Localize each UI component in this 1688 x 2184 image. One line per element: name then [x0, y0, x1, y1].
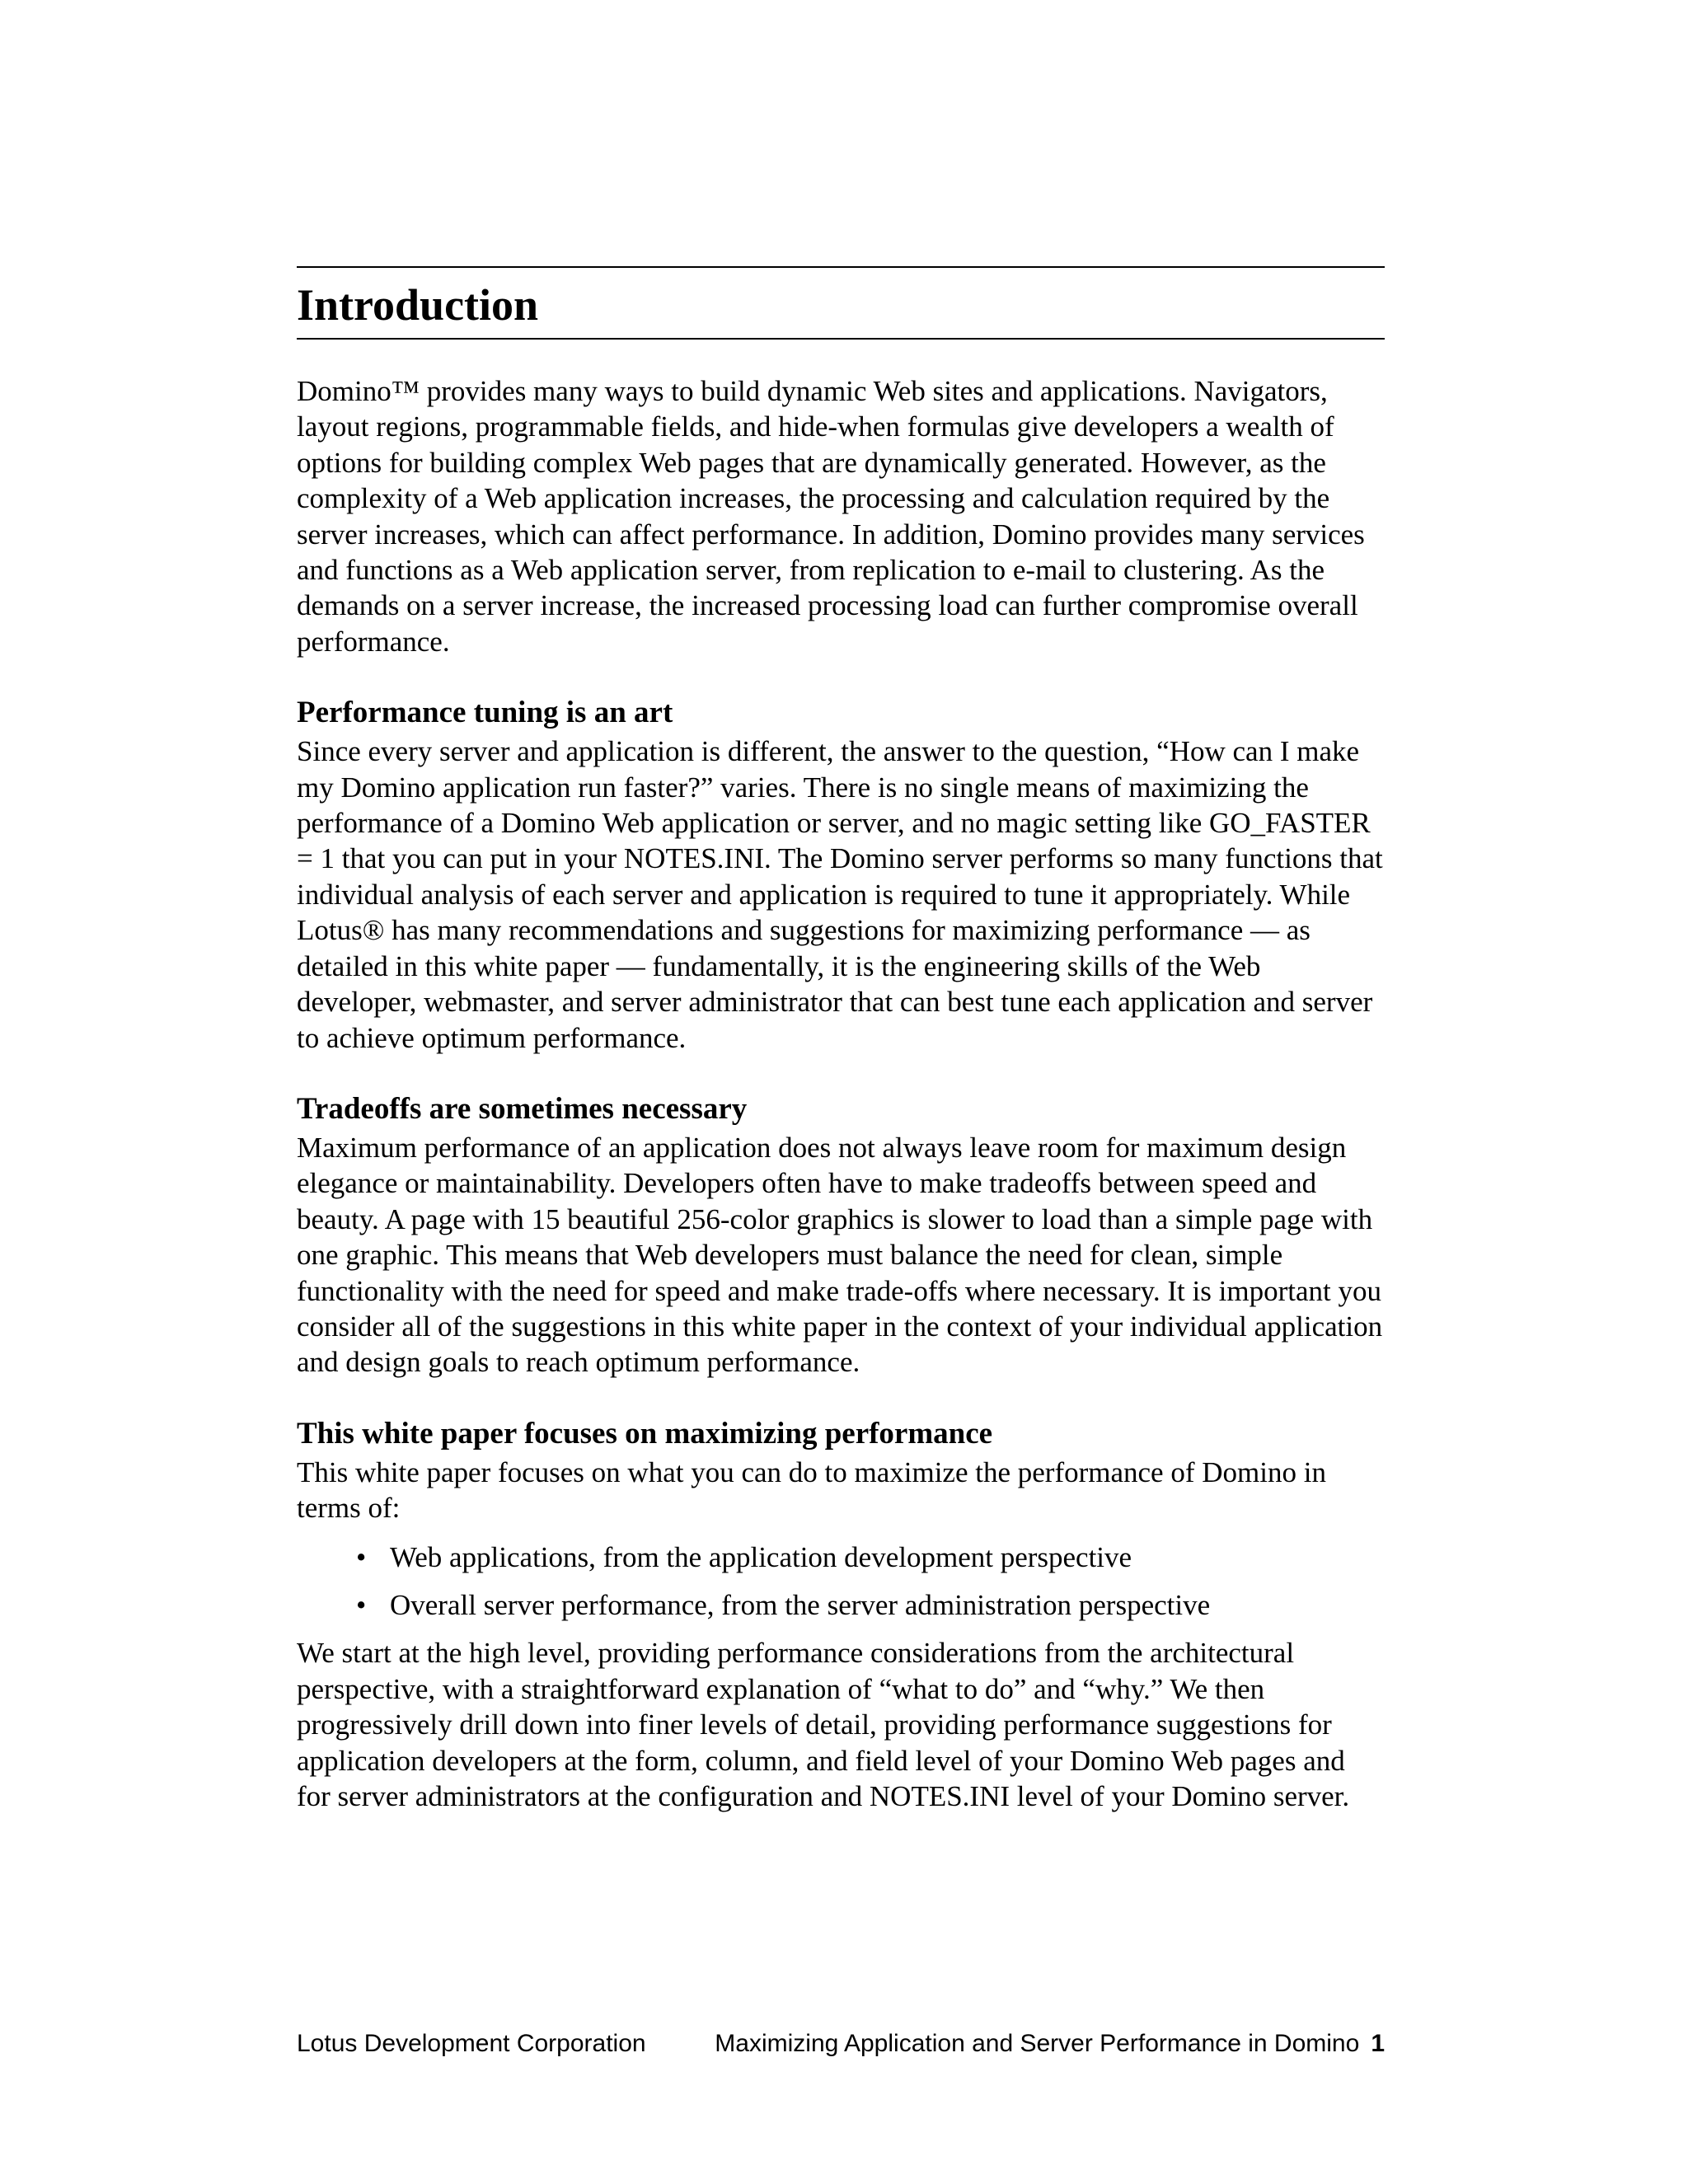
- section-heading-focus: This white paper focuses on maximizing performance: [297, 1416, 993, 1451]
- list-item-text: Overall server performance, from the server administration perspective: [390, 1588, 1211, 1621]
- list-item: [297, 1587, 1385, 1623]
- list-item: [297, 1540, 1385, 1575]
- bullet-icon: •: [356, 1588, 367, 1621]
- section-heading-performance-tuning: Performance tuning is an art: [297, 696, 673, 730]
- list-item-text: Web applications, from the application development perspective: [390, 1540, 1132, 1573]
- section-paragraph-performance-tuning: Since every server and application is different, the answer to the question, “How can I make my Domino application run faster?” varies. There is no single means of maximizing the performance of a Domino Web application or server, and no magic setting like GO_FASTER = 1 that you can put in your NOTES.INI. The Domino server performs so many functions that individual analysis of each server and application is required to tune it appropriately. While Lotus® has many recommendations and suggestions for maximizing performance — as detailed in this white paper — fundamentally, it is the engineering skills of the Web developer, webmaster, and server administrator that can best tune each application and server to achieve optimum performance.: [297, 735, 1383, 1054]
- closing-paragraph: We start at the high level, providing performance considerations from the architectural perspective, with a straightforward explanation of “what to do” and “why.” We then progressively drill down into finer levels of detail, providing performance suggestions for application developers at the form, column, and field level of your Domino Web pages and for server administrators at the configuration and NOTES.INI level of your Domino server.: [297, 1637, 1350, 1812]
- intro-paragraph: Domino™ provides many ways to build dynamic Web sites and applications. Navigators, layout regions, programmable fields, and hide-when formulas give developers a wealth of options for building complex Web pages that are dynamically generated. However, as the complexity of a Web application increases, the processing and calculation required by the server increases, which can affect performance. In addition, Domino provides many services and functions as a Web application server, from replication to e-mail to clustering. As the demands on a server increase, the increased processing load can further compromise overall performance.: [297, 375, 1365, 658]
- document-page: [297, 0, 1385, 2184]
- focus-bullet-list: [297, 1540, 1385, 1624]
- title-top-rule: [297, 266, 1385, 268]
- footer-company: Lotus Development Corporation: [297, 2030, 646, 2057]
- section-paragraph-tradeoffs: Maximum performance of an application does not always leave room for maximum design elegance or maintainability. Developers often have to make tradeoffs between speed and beauty. A page with 15 beautiful 256-color graphics is slower to load than a simple page with one graphic. This means that Web developers must balance the need for clean, simple functionality with the need for speed and make trade-offs where necessary. It is important you consider all of the suggestions in this white paper in the context of your individual application and design goals to reach optimum performance.: [297, 1131, 1383, 1379]
- bullet-icon: •: [356, 1540, 367, 1573]
- title-bottom-rule: [297, 338, 1385, 340]
- document-body: [297, 373, 1385, 1814]
- section-heading-tradeoffs: Tradeoffs are sometimes necessary: [297, 1091, 748, 1126]
- footer-document-title: Maximizing Application and Server Performance in Domino: [715, 2030, 1360, 2057]
- footer-right: [715, 2027, 1385, 2060]
- section-paragraph-focus: This white paper focuses on what you can do to maximize the performance of Domino in terms of:: [297, 1455, 1326, 1525]
- chapter-title: Introduction: [297, 280, 539, 330]
- page-number: 1: [1371, 2030, 1385, 2057]
